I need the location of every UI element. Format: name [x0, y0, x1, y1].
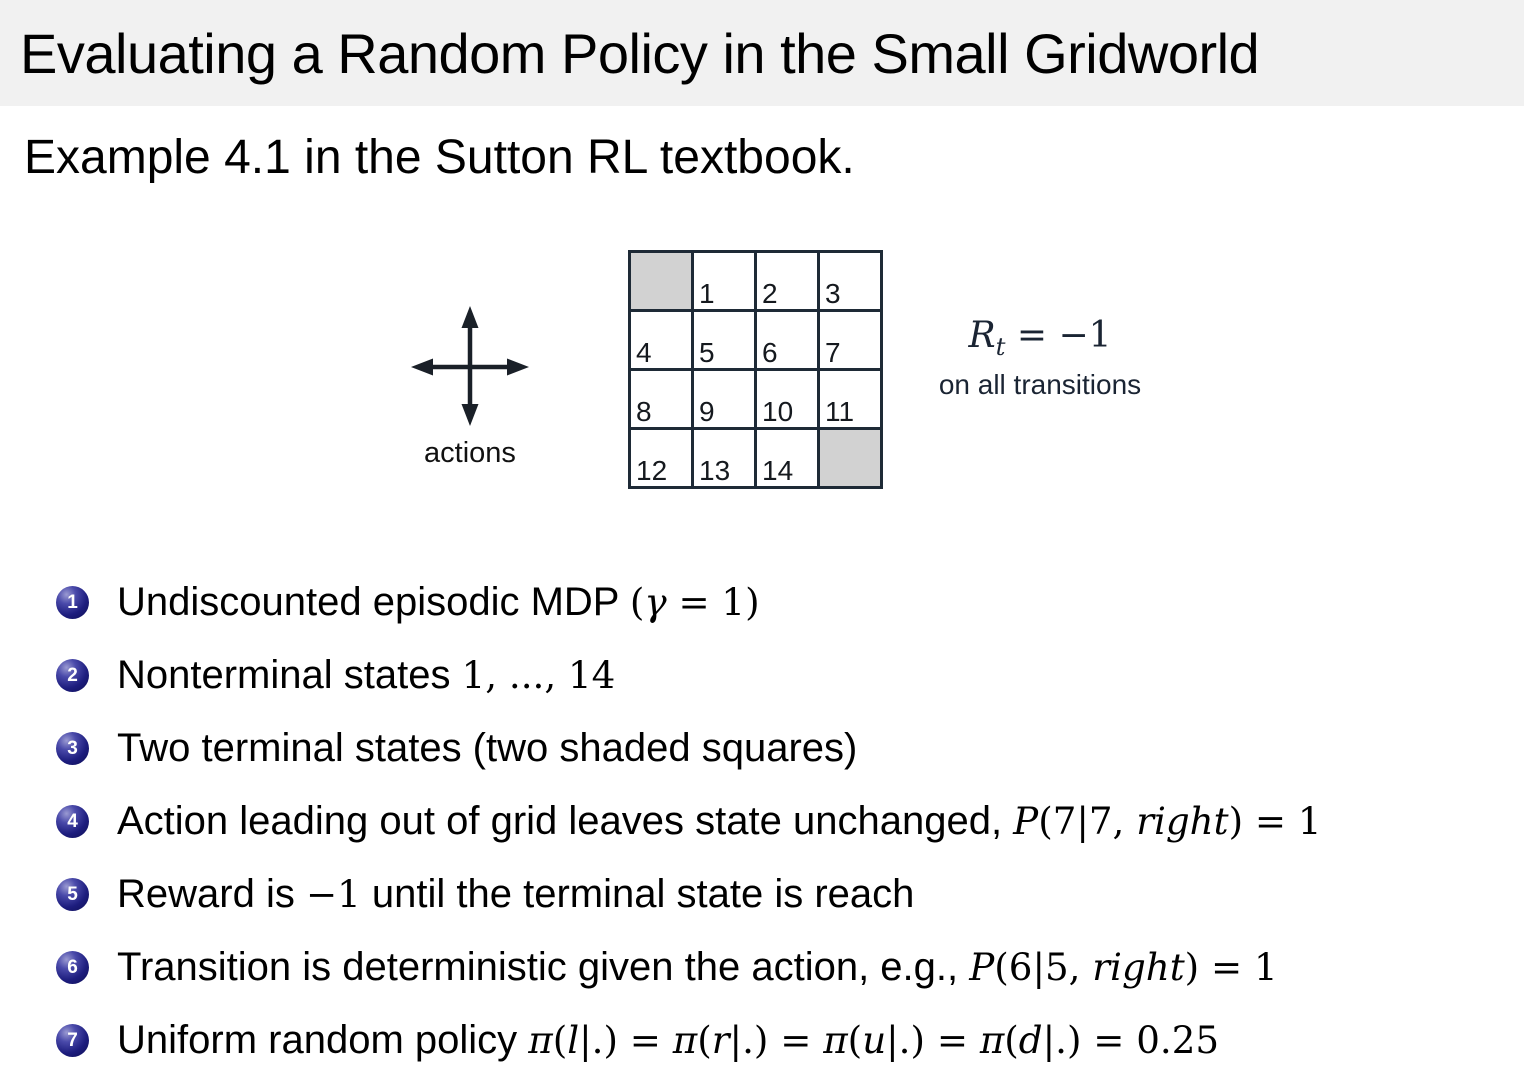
item-text: Two terminal states (two shaded squares): [117, 726, 858, 770]
grid-cell-5: 5: [693, 311, 756, 370]
item-text: Action leading out of grid leaves state unchanged, P(7|7, right) = 1: [117, 799, 1322, 843]
bullet-list: [56, 566, 1518, 1077]
reward-value: −1: [1058, 315, 1112, 356]
grid-cell-1: 1: [693, 252, 756, 311]
actions-cross-icon: [407, 304, 533, 430]
item-text: Nonterminal states 1, ..., 14: [117, 653, 616, 697]
reward-annotation: [915, 315, 1165, 401]
reward-relation: =: [1005, 315, 1059, 356]
grid-cell-12: 12: [630, 429, 693, 488]
grid-cell-11: 11: [819, 370, 882, 429]
grid-cell-6: 6: [756, 311, 819, 370]
list-item-5: [56, 858, 1518, 931]
slide-title-bar: [0, 0, 1524, 106]
item-number-badge: 7: [56, 1024, 89, 1057]
item-text: Uniform random policy π(l|.) = π(r|.) = π(u|.) = π(d|.) = 0.25: [117, 1018, 1220, 1062]
grid-cell-14: 14: [756, 429, 819, 488]
list-item-6: [56, 931, 1518, 1004]
list-item-1: [56, 566, 1518, 639]
grid-cell-4: 4: [630, 311, 693, 370]
item-number-badge: 3: [56, 732, 89, 765]
list-item-7: [56, 1004, 1518, 1077]
item-number-badge: 6: [56, 951, 89, 984]
actions-label: actions: [424, 437, 516, 469]
item-text: Transition is deterministic given the action, e.g., P(6|5, right) = 1: [117, 945, 1278, 989]
grid-cell-3: 3: [819, 252, 882, 311]
grid-cell-13: 13: [693, 429, 756, 488]
subtitle: Example 4.1 in the Sutton RL textbook.: [24, 131, 855, 184]
slide-title: Evaluating a Random Policy in the Small Gridworld: [20, 21, 1260, 85]
grid-cell-2: 2: [756, 252, 819, 311]
grid-cell-terminal: [630, 252, 693, 311]
item-text: Reward is −1 until the terminal state is reach: [117, 872, 915, 916]
grid-cell-7: 7: [819, 311, 882, 370]
reward-note: on all transitions: [938, 369, 1142, 401]
item-number-badge: 2: [56, 659, 89, 692]
grid-cell-10: 10: [756, 370, 819, 429]
gridworld-grid: [628, 250, 883, 489]
item-number-badge: 4: [56, 805, 89, 838]
list-item-4: [56, 785, 1518, 858]
list-item-2: [56, 639, 1518, 712]
grid-cell-9: 9: [693, 370, 756, 429]
grid-cell-terminal: [819, 429, 882, 488]
reward-subscript: t: [995, 332, 1006, 362]
item-number-badge: 5: [56, 878, 89, 911]
reward-symbol: R: [968, 315, 996, 356]
reward-equation: [915, 315, 1165, 368]
item-text: Undiscounted episodic MDP (γ = 1): [117, 580, 760, 624]
item-number-badge: 1: [56, 586, 89, 619]
grid-cell-8: 8: [630, 370, 693, 429]
list-item-3: [56, 712, 1518, 785]
